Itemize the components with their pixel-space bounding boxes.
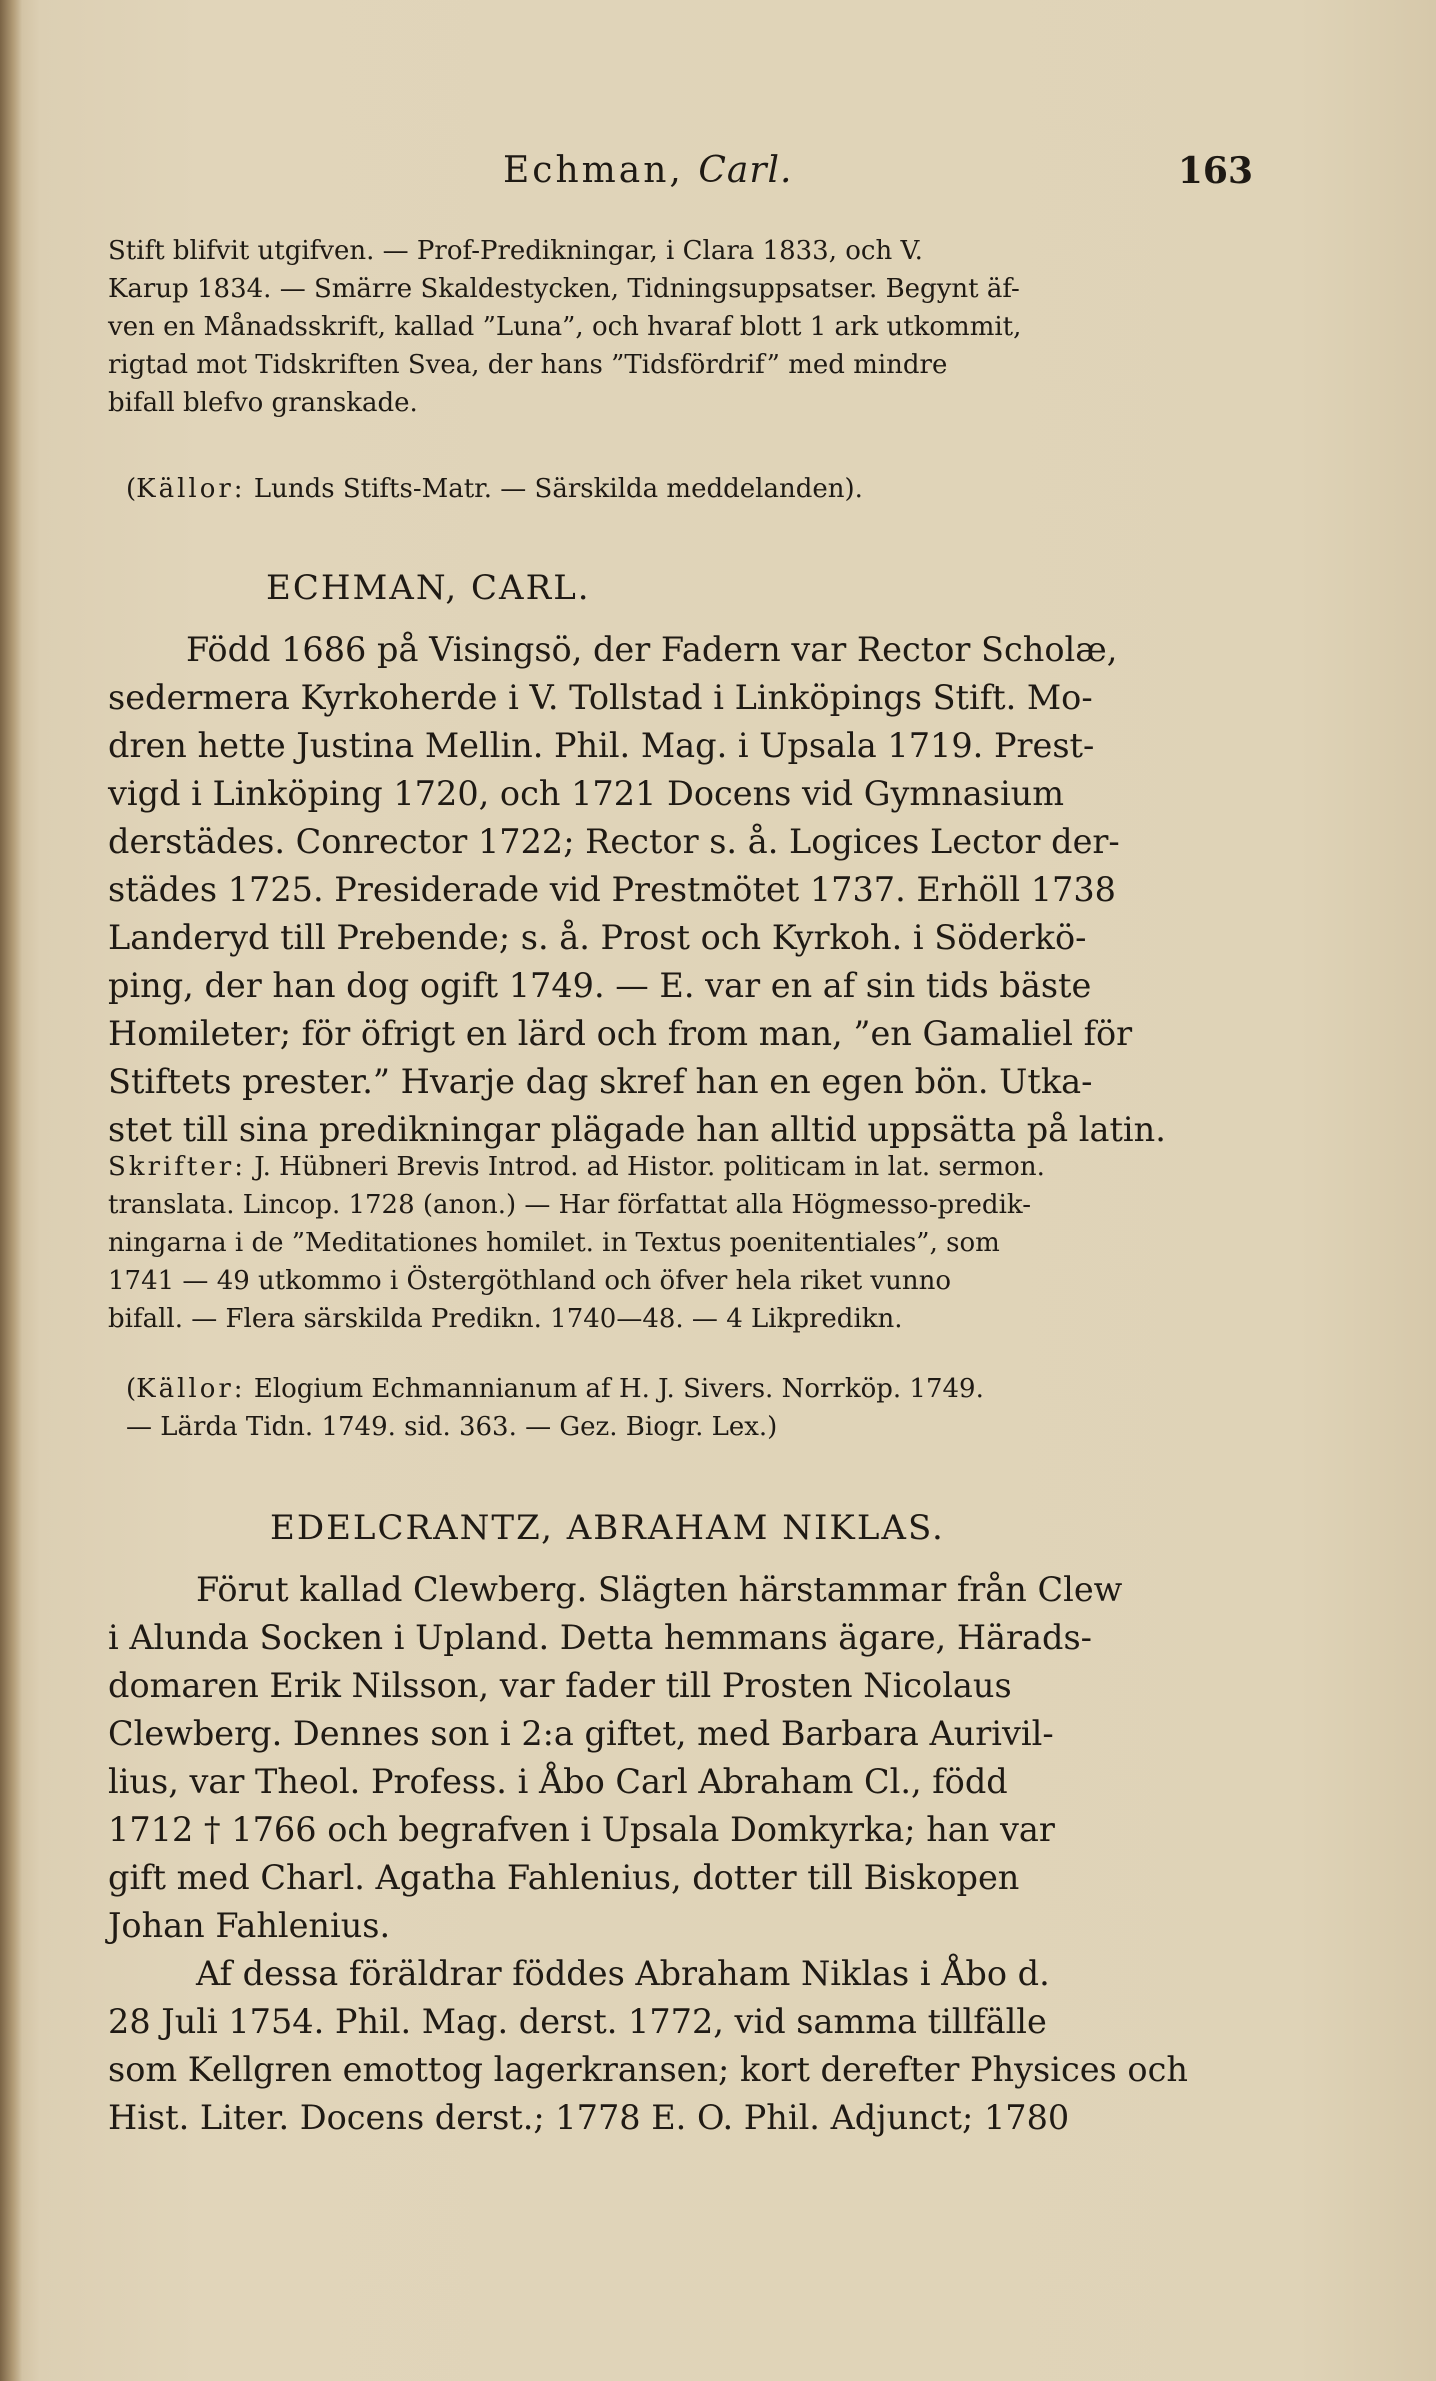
text-line: sedermera Kyrkoherde i V. Tollstad i Linköpings Stift. Mo-: [108, 678, 1093, 717]
text-line: translata. Lincop. 1728 (anon.) — Har författat alla Högmesso-predik-: [108, 1190, 1031, 1220]
text-line: Homileter; för öfrigt en lärd och from man, ”en Gamaliel för: [108, 1014, 1133, 1053]
book-spine-shadow: [0, 0, 22, 2381]
text-line: bifall. — Flera särskilda Predikn. 1740—48. — 4 Likpredikn.: [108, 1304, 903, 1334]
text-line: dren hette Justina Mellin. Phil. Mag. i Upsala 1719. Prest-: [108, 726, 1095, 765]
text-line: Förut kallad Clewberg. Slägten härstammar från Clew: [196, 1570, 1123, 1609]
text-line: Karup 1834. — Smärre Skaldestycken, Tidningsuppsatser. Begynt äf-: [108, 274, 1020, 304]
text-line: lius, var Theol. Profess. i Åbo Carl Abraham Cl., född: [108, 1762, 1008, 1801]
previous-entry-text: [108, 232, 1238, 422]
text-line: Af dessa föräldrar föddes Abraham Niklas i Åbo d.: [196, 1954, 1050, 1993]
text-line: rigtad mot Tidskriften Svea, der hans ”Tidsfördrif” med mindre: [108, 350, 948, 380]
text-line: vigd i Linköping 1720, och 1721 Docens vid Gymnasium: [108, 774, 1064, 813]
running-title-surname: Echman,: [503, 150, 684, 191]
skrifter-line: [108, 1148, 1238, 1186]
page-number: 163: [1177, 150, 1253, 192]
sources-text: Elogium Echmannianum af H. J. Sivers. Norrköp. 1749.: [253, 1374, 984, 1404]
previous-entry-sources: [126, 470, 1256, 508]
sources-line: (Källor: Elogium Echmannianum af H. J. Sivers. Norrköp. 1749.: [126, 1374, 984, 1404]
text-line: derstädes. Conrector 1722; Rector s. å. Logices Lector der-: [108, 822, 1120, 861]
text-line: Stiftets prester.” Hvarje dag skref han en egen bön. Utka-: [108, 1062, 1093, 1101]
text-line: Stift blifvit utgifven. — Prof-Predikningar, i Clara 1833, och V.: [108, 236, 923, 266]
text-line: Född 1686 på Visingsö, der Fadern var Rector Scholæ,: [186, 630, 1118, 669]
entry-heading-echman: ECHMAN, CARL.: [266, 568, 591, 608]
echman-biography: [108, 626, 1238, 1154]
text-line: 1712 † 1766 och begrafven i Upsala Domkyrka; han var: [108, 1810, 1055, 1849]
text-line: Landeryd till Prebende; s. å. Prost och Kyrkoh. i Söderkö-: [108, 918, 1087, 957]
text-line: gift med Charl. Agatha Fahlenius, dotter till Biskopen: [108, 1858, 1020, 1897]
text-line: som Kellgren emottog lagerkransen; kort derefter Physices och: [108, 2050, 1188, 2089]
text-line: bifall blefvo granskade.: [108, 388, 418, 418]
text-line: 1741 — 49 utkommo i Östergöthland och öfver hela riket vunno: [108, 1266, 951, 1296]
running-title: [503, 150, 793, 191]
sources-line: (Källor: Lunds Stifts-Matr. — Särskilda meddelanden).: [126, 474, 863, 504]
sources-label: Källor:: [136, 474, 246, 504]
sources-text: Lunds Stifts-Matr. — Särskilda meddelanden).: [253, 474, 863, 504]
text-line: ping, der han dog ogift 1749. — E. var en af sin tids bäste: [108, 966, 1092, 1005]
text-line: Johan Fahlenius.: [108, 1906, 391, 1945]
text-line: i Alunda Socken i Upland. Detta hemmans ägare, Härads-: [108, 1618, 1092, 1657]
text-line: domaren Erik Nilsson, var fader till Prosten Nicolaus: [108, 1666, 1012, 1705]
text-line: 28 Juli 1754. Phil. Mag. derst. 1772, vid samma tillfälle: [108, 2002, 1047, 2041]
text-line: Hist. Liter. Docens derst.; 1778 E. O. Phil. Adjunct; 1780: [108, 2098, 1070, 2137]
skrifter-label: Skrifter:: [108, 1152, 246, 1182]
text-line: stet till sina predikningar plägade han alltid uppsätta på latin.: [108, 1110, 1166, 1149]
running-head: [108, 150, 1253, 200]
text-line: Clewberg. Dennes son i 2:a giftet, med Barbara Aurivil-: [108, 1714, 1054, 1753]
skrifter-text: J. Hübneri Brevis Introd. ad Histor. politicam in lat. sermon.: [254, 1152, 1045, 1182]
echman-sources: [126, 1370, 1256, 1446]
running-title-forename: Carl.: [698, 150, 793, 191]
entry-heading-edelcrantz: EDELCRANTZ, ABRAHAM NIKLAS.: [270, 1508, 945, 1548]
text-line: ven en Månadsskrift, kallad ”Luna”, och hvaraf blott 1 ark utkommit,: [108, 312, 1022, 342]
sources-label: Källor:: [136, 1374, 246, 1404]
text-line: ningarna i de ”Meditationes homilet. in Textus poenitentiales”, som: [108, 1228, 1000, 1258]
text-line: — Lärda Tidn. 1749. sid. 363. — Gez. Biogr. Lex.): [126, 1412, 778, 1442]
edelcrantz-biography: [108, 1566, 1238, 2142]
text-line: städes 1725. Presiderade vid Prestmötet 1737. Erhöll 1738: [108, 870, 1116, 909]
echman-skrifter: [108, 1148, 1238, 1338]
